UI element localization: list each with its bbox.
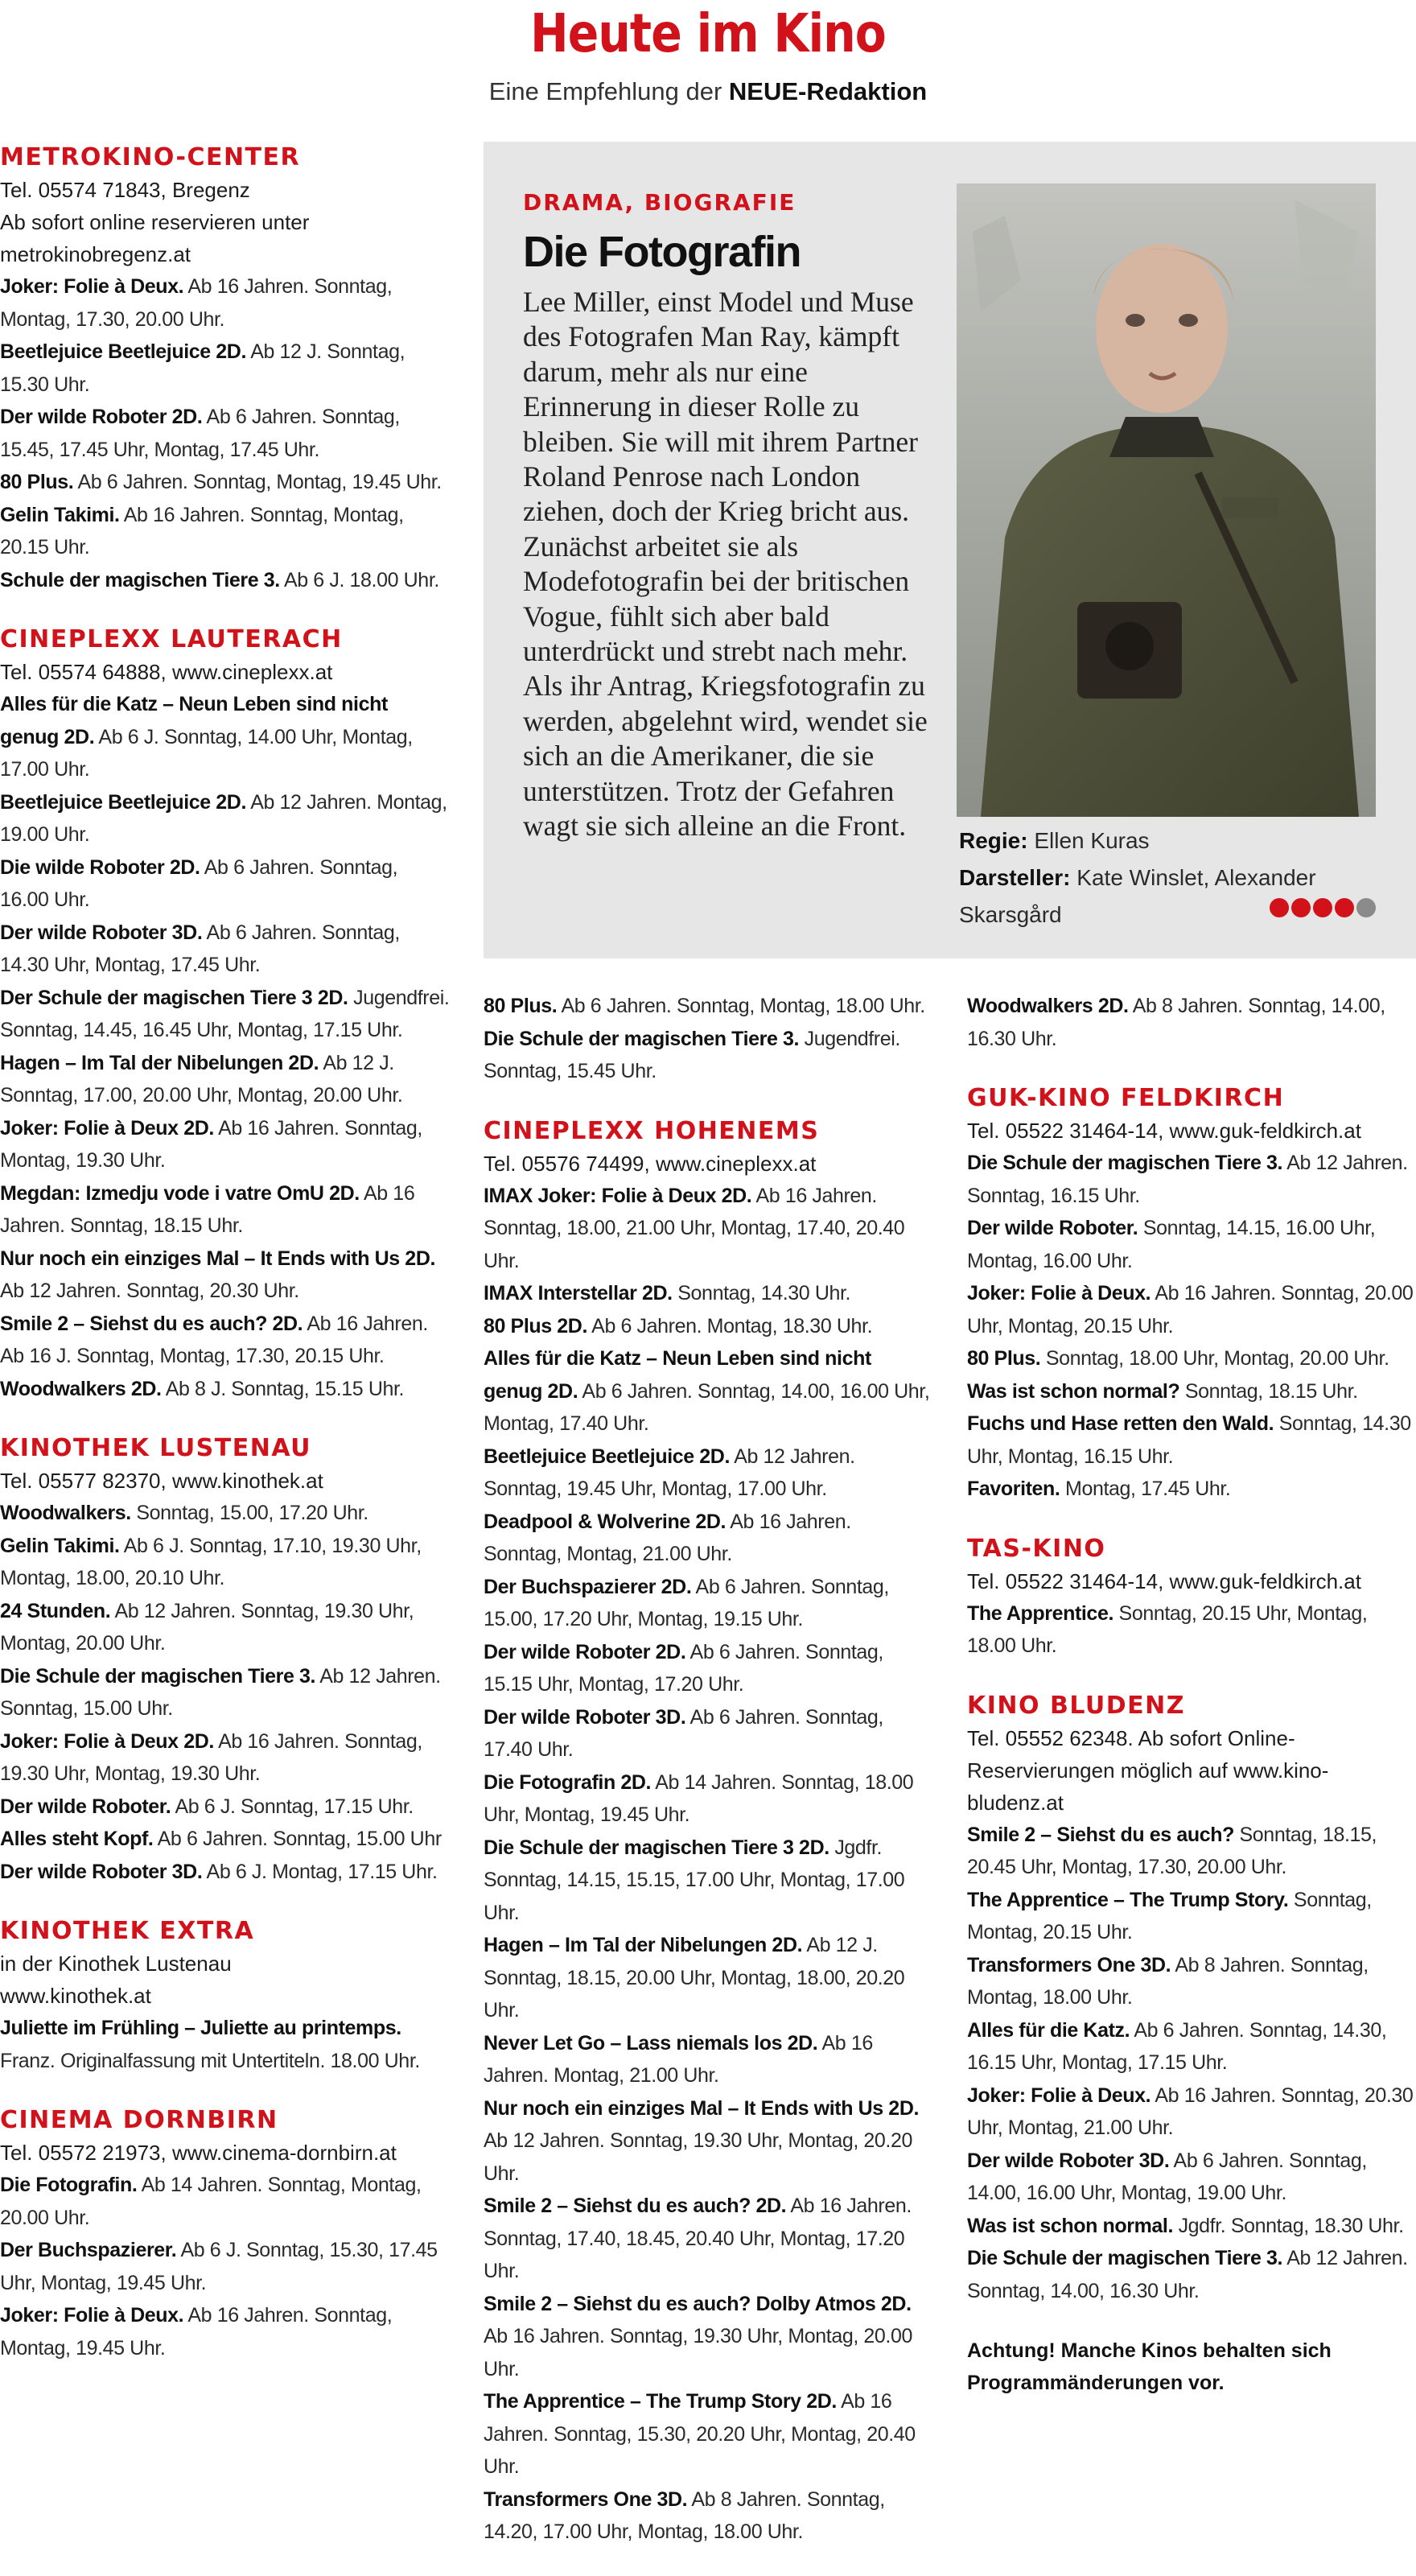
movie-title: Die Schule der magischen Tiere 3. xyxy=(484,1027,800,1050)
showtime-entry xyxy=(484,1310,932,1343)
movie-title: Beetlejuice Beetlejuice 2D. xyxy=(484,1445,731,1468)
showtime-details: Ab 6 Jahren. Sonntag, 16.00 Uhr. xyxy=(0,855,398,911)
showtime-entry xyxy=(0,2169,451,2234)
showtime-details: Ab 16 Jahren. Sonntag, 18.15 Uhr. xyxy=(0,1181,415,1237)
showtime-entry xyxy=(484,990,932,1023)
showtime-details: Ab 16 Jahren. Sonntag, 18.00, 21.00 Uhr, Montag, 17.40, 20.40 Uhr. xyxy=(484,1184,905,1272)
movie-title: Der wilde Roboter 3D. xyxy=(0,921,203,944)
showtime-entry xyxy=(0,2299,451,2364)
showtime-details: Ab 16 Jahren. Sonntag, 19.30 Uhr, Montag, 19.30 Uhr. xyxy=(0,1729,422,1785)
movie-title: Woodwalkers 2D. xyxy=(0,1377,162,1400)
movie-title: Smile 2 – Siehst du es auch? 2D. xyxy=(484,2195,787,2217)
showtime-entry xyxy=(484,1636,932,1701)
movie-title: Der Buchspazierer 2D. xyxy=(484,1575,692,1598)
cinema-listing xyxy=(484,990,932,1088)
showtime-entry xyxy=(484,1832,932,1930)
movie-title: Die Schule der magischen Tiere 3. xyxy=(0,1664,316,1688)
showtime-details: Ab 6 J. Sonntag, 15.30, 17.45 Uhr, Montag, 19.45 Uhr. xyxy=(0,2239,438,2294)
showtime-details: Ab 16 Jahren. Sonntag, Montag, 19.30 Uhr. xyxy=(0,1116,422,1172)
showtime-details: Ab 12 Jahren. Montag, 19.00 Uhr. xyxy=(0,790,447,846)
showtime-entry xyxy=(967,1375,1416,1408)
movie-title: The Apprentice – The Trump Story 2D. xyxy=(484,2390,837,2413)
page-title: Heute im Kino xyxy=(530,2,886,64)
movie-title: Juliette im Frühling – Juliette au printemps. xyxy=(0,2017,401,2039)
middle-column xyxy=(484,990,932,2576)
rating-dot-filled xyxy=(1291,898,1311,917)
showtime-details: Ab 16 Jahren. Montag, 21.00 Uhr. xyxy=(484,2031,873,2087)
movie-title: Die Schule der magischen Tiere 3 2D. xyxy=(484,1836,829,1859)
movie-title: Was ist schon normal? xyxy=(967,1379,1180,1403)
movie-title: Fuchs und Hase retten den Wald. xyxy=(967,1412,1274,1435)
feature-description: Lee Miller, einst Model und Muse des Fotografen Man Ray, kämpft darum, mehr als nur eine Erinnerung in dieser Rolle zu bleiben. Sie will mit ihrem Partner Roland Penrose nach London ziehen, doch der Krieg bricht aus. Zunächst arbeitet sie als Modefotografin bei der britischen Vogue, fühlt sich aber bald unterdrückt und strebt nach mehr. Als ihr Antrag, Kriegsfotografin zu werden, abgelehnt wird, wendet sie sich an die Amerikaner, die sie unterstützen. Trotz der Gefahren wagt sie sich alleine an die Front. xyxy=(523,286,928,843)
movie-title: Der wilde Roboter. xyxy=(967,1217,1138,1239)
showtime-entry xyxy=(484,2385,932,2483)
showtime-details: Ab 16 Jahren. Sonntag, Montag, 20.15 Uhr. xyxy=(0,503,404,558)
showtime-entry xyxy=(0,1660,451,1725)
movie-title: Gelin Takimi. xyxy=(0,503,120,526)
showtime-details: Ab 12 Jahren. Sonntag, 19.30 Uhr, Montag, 20.00 Uhr. xyxy=(0,1599,414,1655)
cinema-listing xyxy=(0,1432,451,1888)
showtime-details: Ab 16 Jahren. Sonntag, 19.30 Uhr, Montag, 20.00 Uhr. xyxy=(484,2325,912,2380)
movie-title: Der wilde Roboter. xyxy=(0,1795,171,1818)
movie-title: 80 Plus. xyxy=(967,1347,1041,1370)
showtime-details: Montag, 17.45 Uhr. xyxy=(1065,1478,1231,1500)
showtime-details: Jugendfrei. Sonntag, 15.45 Uhr. xyxy=(484,1027,900,1082)
cinema-name: KINOTHEK LUSTENAU xyxy=(0,1434,312,1462)
cast-names: Kate Winslet, Alexander Skarsgård xyxy=(959,865,1316,927)
showtime-details: Ab 8 Jahren. Sonntag, 14.20, 17.00 Uhr, Montag, 18.00 Uhr. xyxy=(484,2487,885,2543)
showtime-entry xyxy=(0,851,451,917)
movie-title: Alles für die Katz – Neun Leben sind nicht genug 2D. xyxy=(0,693,388,748)
showtime-entry xyxy=(0,688,451,786)
showtime-details: Sonntag, 18.00 Uhr, Montag, 20.00 Uhr. xyxy=(1045,1347,1389,1370)
right-column xyxy=(967,990,1416,2399)
page-subtitle xyxy=(0,76,1416,108)
page-header xyxy=(0,0,1416,121)
showtime-entry xyxy=(484,1342,932,1440)
director-label: Regie: xyxy=(959,828,1028,853)
showtime-entry xyxy=(967,1819,1416,1884)
showtime-details: Franz. Originalfassung mit Untertiteln. 18.00 Uhr. xyxy=(0,2049,420,2072)
cinema-listing xyxy=(0,1915,451,2077)
movie-title: Der wilde Roboter 3D. xyxy=(484,1705,686,1729)
movie-title: Der wilde Roboter 3D. xyxy=(0,1860,203,1883)
showtime-details: Ab 6 J. 18.00 Uhr. xyxy=(283,568,439,591)
showtime-entry xyxy=(967,2014,1416,2079)
showtime-entry xyxy=(484,1571,932,1636)
cinema-listing xyxy=(967,1533,1416,1663)
movie-title: Was ist schon normal. xyxy=(967,2214,1174,2237)
showtime-details: Ab 16 Jahren. Sonntag, 15.30, 20.20 Uhr, Montag, 20.40 Uhr. xyxy=(484,2390,916,2478)
showtime-entry xyxy=(484,2027,932,2092)
showtime-entry xyxy=(0,1308,451,1373)
movie-title: 80 Plus. xyxy=(0,471,74,493)
feature-box xyxy=(484,142,1416,958)
cinema-name: CINEPLEXX HOHENEMS xyxy=(484,1116,820,1145)
program-change-note: Achtung! Manche Kinos behalten sich Programmänderungen vor. xyxy=(967,2339,1332,2394)
showtime-entry xyxy=(484,1701,932,1766)
showtime-entry xyxy=(967,990,1416,1055)
showtime-details: Ab 6 J. Montag, 17.15 Uhr. xyxy=(206,1860,438,1883)
movie-title: Beetlejuice Beetlejuice 2D. xyxy=(0,340,247,363)
movie-title: Die Schule der magischen Tiere 3. xyxy=(967,1152,1283,1174)
showtime-details: Sonntag, 20.15 Uhr, Montag, 18.00 Uhr. xyxy=(967,1601,1368,1657)
showtime-entry xyxy=(0,564,451,597)
cinema-listing xyxy=(967,990,1416,1055)
showtime-details: Jugendfrei. Sonntag, 14.45, 16.45 Uhr, Montag, 17.15 Uhr. xyxy=(0,986,450,1041)
cinema-listing xyxy=(484,1115,932,2549)
showtime-entry xyxy=(0,786,451,851)
showtime-details: Sonntag, 18.15 Uhr. xyxy=(1184,1379,1358,1403)
showtime-entry xyxy=(0,1856,451,1889)
showtime-details: Ab 6 J. Sonntag, 17.15 Uhr. xyxy=(175,1795,414,1818)
showtime-entry xyxy=(0,1497,451,1530)
cinema-info: Tel. 05522 31464-14, www.guk-feldkirch.at xyxy=(967,1568,1361,1593)
showtime-entry xyxy=(0,336,451,401)
showtime-entry xyxy=(967,1277,1416,1342)
showtime-entry xyxy=(484,1277,932,1310)
showtime-details: Ab 6 Jahren. Sonntag, 15.15 Uhr, Montag, 17.20 Uhr. xyxy=(484,1640,883,1696)
showtime-entry xyxy=(484,2092,932,2191)
cinema-name: CINEMA DORNBIRN xyxy=(0,2106,278,2134)
showtime-entry xyxy=(967,1884,1416,1949)
showtime-details: Ab 12 Jahren. Sonntag, 15.00 Uhr. xyxy=(0,1664,441,1720)
actress-photo-illustration xyxy=(957,183,1376,817)
showtime-details: Ab 12 Jahren. Sonntag, 14.00, 16.30 Uhr. xyxy=(967,2247,1408,2302)
movie-title: Joker: Folie à Deux 2D. xyxy=(0,1116,214,1140)
subtitle-prefix: Eine Empfehlung der xyxy=(488,77,729,105)
showtime-details: Ab 12 J. Sonntag, 18.15, 20.00 Uhr, Montag, 18.00, 20.20 Uhr. xyxy=(484,1934,905,2022)
movie-title: Die wilde Roboter 2D. xyxy=(0,855,200,879)
showtime-entry xyxy=(0,1725,451,1791)
showtime-details: Ab 6 Jahren. Sonntag, 15.00 Uhr xyxy=(157,1828,442,1850)
movie-title: Der Buchspazierer. xyxy=(0,2239,177,2261)
showtime-details: Ab 6 J. Sonntag, 14.00 Uhr, Montag, 17.00 Uhr. xyxy=(0,725,413,781)
showtime-entry xyxy=(0,917,451,982)
movie-title: Hagen – Im Tal der Nibelungen 2D. xyxy=(484,1934,803,1956)
rating-dot-filled xyxy=(1313,898,1332,917)
cast-line xyxy=(959,859,1393,934)
showtime-details: Ab 16 Jahren. Sonntag, Montag, 19.45 Uhr. xyxy=(0,2304,393,2360)
showtime-details: Ab 12 Jahren. Sonntag, 16.15 Uhr. xyxy=(967,1152,1408,1207)
movie-title: Hagen – Im Tal der Nibelungen 2D. xyxy=(0,1051,319,1074)
movie-title: Schule der magischen Tiere 3. xyxy=(0,568,280,591)
showtime-details: Ab 12 J. Sonntag, 15.30 Uhr. xyxy=(0,340,405,396)
showtime-details: Ab 8 Jahren. Sonntag, Montag, 18.00 Uhr. xyxy=(967,1953,1369,2009)
director-name: Ellen Kuras xyxy=(1034,828,1150,853)
movie-title: Der wilde Roboter 3D. xyxy=(967,2149,1170,2172)
movie-title: The Apprentice. xyxy=(967,1601,1113,1625)
movie-title: Gelin Takimi. xyxy=(0,1534,120,1557)
subtitle-brand: NEUE-Redaktion xyxy=(728,77,928,105)
showtime-details: Ab 8 J. Sonntag, 15.15 Uhr. xyxy=(165,1377,405,1400)
cinema-info: Ab sofort online reservieren unter xyxy=(0,210,310,234)
feature-title: Die Fotografin xyxy=(523,228,801,276)
movie-title: Joker: Folie à Deux. xyxy=(0,275,184,298)
movie-title: IMAX Joker: Folie à Deux 2D. xyxy=(484,1184,752,1207)
showtime-details: Ab 14 Jahren. Sonntag, Montag, 20.00 Uhr. xyxy=(0,2174,422,2229)
showtime-entry xyxy=(0,1243,451,1308)
showtime-details: Sonntag, 18.15, 20.45 Uhr, Montag, 17.30, 20.00 Uhr. xyxy=(967,1823,1377,1878)
movie-title: 80 Plus 2D. xyxy=(484,1314,587,1337)
showtime-entry xyxy=(484,1440,932,1506)
showtime-entry xyxy=(484,2483,932,2549)
showtime-entry xyxy=(0,1595,451,1660)
showtime-entry xyxy=(967,1212,1416,1277)
showtime-details: Sonntag, 15.00, 17.20 Uhr. xyxy=(136,1502,368,1524)
showtime-details: Ab 6 Jahren. Sonntag, 14.30 Uhr, Montag, 17.45 Uhr. xyxy=(0,921,400,976)
showtime-details: Ab 12 J. Sonntag, 17.00, 20.00 Uhr, Montag, 20.00 Uhr. xyxy=(0,1051,403,1107)
showtime-entry xyxy=(967,2242,1416,2307)
showtime-details: Ab 16 Jahren. Sonntag, Montag, 17.30, 20.00 Uhr. xyxy=(0,275,393,331)
showtime-entry xyxy=(967,1342,1416,1375)
showtime-details: Jgdfr. Sonntag, 18.30 Uhr. xyxy=(1178,2214,1404,2237)
showtime-details: Jgdfr. Sonntag, 14.15, 15.15, 17.00 Uhr, Montag, 17.00 Uhr. xyxy=(484,1836,905,1924)
showtime-details: Ab 6 Jahren. Sonntag, 14.00, 16.00 Uhr, Montag, 19.00 Uhr. xyxy=(967,2149,1367,2204)
movie-title: The Apprentice – The Trump Story. xyxy=(967,1888,1289,1911)
showtime-details: Ab 14 Jahren. Sonntag, 18.00 Uhr, Montag, 19.45 Uhr. xyxy=(484,1770,914,1826)
cinema-name: METROKINO-CENTER xyxy=(0,143,301,171)
showtime-entry xyxy=(484,1180,932,1278)
movie-title: Der Schule der magischen Tiere 3 2D. xyxy=(0,986,348,1009)
showtime-entry xyxy=(0,2234,451,2299)
movie-title: 80 Plus. xyxy=(484,995,558,1017)
showtime-details: Ab 6 Jahren. Sonntag, 14.00, 16.00 Uhr, Montag, 17.40 Uhr. xyxy=(484,1379,930,1435)
cinema-name: CINEPLEXX LAUTERACH xyxy=(0,625,343,653)
movie-title: Never Let Go – Lass niemals los 2D. xyxy=(484,2031,818,2055)
showtime-entry xyxy=(0,1047,451,1112)
movie-title: Alles für die Katz. xyxy=(967,2018,1130,2042)
showtime-details: Ab 6 Jahren. Sonntag, 15.00, 17.20 Uhr, Montag, 19.15 Uhr. xyxy=(484,1575,889,1630)
showtime-entry xyxy=(967,2079,1416,2145)
cinema-info: Tel. 05572 21973, www.cinema-dornbirn.at xyxy=(0,2141,397,2165)
feature-genre: DRAMA, BIOGRAFIE xyxy=(523,189,796,216)
showtime-details: Ab 16 Jahren. Sonntag, 20.30 Uhr, Montag, 21.00 Uhr. xyxy=(967,2083,1414,2139)
movie-title: Joker: Folie à Deux 2D. xyxy=(0,1729,214,1753)
director-line xyxy=(959,822,1393,859)
cinema-info: Tel. 05577 82370, www.kinothek.at xyxy=(0,1469,323,1493)
showtime-entry xyxy=(484,2190,932,2288)
showtime-details: Ab 6 J. Sonntag, 17.10, 19.30 Uhr, Montag, 18.00, 20.10 Uhr. xyxy=(0,1534,422,1589)
showtime-entry xyxy=(0,1530,451,1595)
movie-title: Der wilde Roboter 2D. xyxy=(0,406,203,428)
showtime-details: Ab 6 Jahren. Sonntag, Montag, 19.45 Uhr. xyxy=(77,471,442,493)
cast-label: Darsteller: xyxy=(959,865,1071,890)
showtime-entry xyxy=(0,1791,451,1824)
showtime-details: Ab 16 Jahren. Sonntag, 20.00 Uhr, Montag, 20.15 Uhr. xyxy=(967,1282,1414,1337)
showtime-entry xyxy=(484,1023,932,1088)
movie-title: Smile 2 – Siehst du es auch? Dolby Atmos 2D. xyxy=(484,2292,912,2315)
showtime-details: Ab 12 Jahren. Sonntag, 19.30 Uhr, Montag, 20.20 Uhr. xyxy=(484,2129,912,2185)
movie-title: Megdan: Izmedju vode i vatre OmU 2D. xyxy=(0,1181,360,1205)
cinema-name: KINO BLUDENZ xyxy=(967,1691,1185,1720)
showtime-entry xyxy=(0,1177,451,1243)
left-column xyxy=(0,142,451,2392)
rating-dot-filled xyxy=(1270,898,1289,917)
cinema-info: Tel. 05552 62348. Ab sofort Online-Reservierungen möglich auf www.kino-bludenz.at xyxy=(967,1725,1329,1815)
showtime-details: Sonntag, 14.30 Uhr. xyxy=(677,1282,851,1304)
cinema-listing xyxy=(0,2104,451,2364)
cinema-info: in der Kinothek Lustenau xyxy=(0,1952,232,1976)
cinema-info: Tel. 05574 64888, www.cineplexx.at xyxy=(0,660,333,684)
showtime-details: Ab 6 Jahren. Sonntag, Montag, 18.00 Uhr. xyxy=(561,995,925,1017)
showtime-entry xyxy=(0,466,451,499)
cinema-info: Tel. 05576 74499, www.cineplexx.at xyxy=(484,1151,817,1176)
showtime-entry xyxy=(0,270,451,336)
showtime-details: Ab 12 Jahren. Sonntag, 20.30 Uhr. xyxy=(0,1280,299,1302)
movie-title: Alles steht Kopf. xyxy=(0,1828,154,1850)
showtime-details: Ab 6 Jahren. Montag, 18.30 Uhr. xyxy=(591,1314,873,1337)
movie-title: Joker: Folie à Deux. xyxy=(967,2083,1151,2107)
movie-title: Alles für die Katz – Neun Leben sind nicht genug 2D. xyxy=(484,1347,871,1403)
showtime-entry xyxy=(967,2210,1416,2243)
cinema-name: TAS-KINO xyxy=(967,1534,1106,1563)
movie-title: Favoriten. xyxy=(967,1478,1060,1500)
showtime-entry xyxy=(967,1408,1416,1473)
cinema-listing xyxy=(967,1082,1416,1506)
showtime-entry xyxy=(0,1373,451,1406)
cinema-listing xyxy=(0,624,451,1405)
movie-title: Die Fotografin 2D. xyxy=(484,1770,652,1794)
movie-title: Beetlejuice Beetlejuice 2D. xyxy=(0,790,247,814)
right-column-listings xyxy=(967,990,1416,2307)
showtime-details: Ab 8 Jahren. Sonntag, 14.00, 16.30 Uhr. xyxy=(967,995,1385,1050)
movie-title: IMAX Interstellar 2D. xyxy=(484,1282,673,1304)
movie-title: Joker: Folie à Deux. xyxy=(0,2304,184,2327)
cinema-info: Tel. 05522 31464-14, www.guk-feldkirch.at xyxy=(967,1119,1361,1143)
cinema-info: metrokinobregenz.at xyxy=(0,242,191,266)
showtime-entry xyxy=(967,1147,1416,1212)
showtime-details: Ab 6 Jahren. Sonntag, 17.40 Uhr. xyxy=(484,1705,883,1761)
showtime-entry xyxy=(0,1823,451,1856)
showtime-details: Sonntag, 14.15, 16.00 Uhr, Montag, 16.00 Uhr. xyxy=(967,1217,1376,1272)
showtime-entry xyxy=(967,1949,1416,2014)
showtime-details: Sonntag, Montag, 20.15 Uhr. xyxy=(967,1888,1372,1943)
movie-title: Die Schule der magischen Tiere 3. xyxy=(967,2247,1283,2269)
movie-title: Transformers One 3D. xyxy=(484,2487,688,2511)
movie-title: Nur noch ein einziges Mal – It Ends with Us 2D. xyxy=(484,2096,920,2120)
showtime-details: Sonntag, 14.30 Uhr, Montag, 16.15 Uhr. xyxy=(967,1412,1411,1468)
movie-title: Woodwalkers. xyxy=(0,1502,131,1524)
movie-title: Joker: Folie à Deux. xyxy=(967,1282,1151,1304)
showtime-entry xyxy=(484,1929,932,2027)
movie-title: Nur noch ein einziges Mal – It Ends with Us 2D. xyxy=(0,1247,436,1270)
showtime-entry xyxy=(0,982,451,1047)
cinema-listing xyxy=(967,1690,1416,2308)
movie-title: Smile 2 – Siehst du es auch? 2D. xyxy=(0,1312,303,1335)
cinema-listing xyxy=(0,142,451,596)
showtime-details: Ab 6 Jahren. Sonntag, 15.45, 17.45 Uhr, Montag, 17.45 Uhr. xyxy=(0,406,400,461)
showtime-details: Ab 16 Jahren. Ab 16 J. Sonntag, Montag, 17.30, 20.15 Uhr. xyxy=(0,1312,428,1367)
showtime-details: Ab 16 Jahren. Sonntag, Montag, 21.00 Uhr. xyxy=(484,1510,851,1565)
showtime-entry xyxy=(484,2288,932,2386)
movie-title: Smile 2 – Siehst du es auch? xyxy=(967,1823,1234,1846)
showtime-entry xyxy=(967,1473,1416,1506)
showtime-entry xyxy=(0,401,451,466)
showtime-entry xyxy=(0,2012,451,2077)
showtime-details: Ab 12 Jahren. Sonntag, 19.45 Uhr, Montag, 17.00 Uhr. xyxy=(484,1445,855,1500)
movie-title: Der wilde Roboter 2D. xyxy=(484,1640,686,1663)
showtime-details: Ab 6 Jahren. Sonntag, 14.30, 16.15 Uhr, Montag, 17.15 Uhr. xyxy=(967,2018,1387,2074)
rating-dot-filled xyxy=(1335,898,1354,917)
showtime-entry xyxy=(484,1506,932,1571)
feature-photo xyxy=(957,183,1376,817)
showtime-entry xyxy=(967,2145,1416,2210)
movie-title: 24 Stunden. xyxy=(0,1599,111,1622)
rating-dot-empty xyxy=(1356,898,1376,917)
movie-title: Deadpool & Wolverine 2D. xyxy=(484,1510,727,1533)
showtime-entry xyxy=(0,499,451,564)
cinema-info: www.kinothek.at xyxy=(0,1984,151,2008)
cinema-name: KINOTHEK EXTRA xyxy=(0,1917,255,1945)
showtime-details: Ab 16 Jahren. Sonntag, 17.40, 18.45, 20.40 Uhr, Montag, 17.20 Uhr. xyxy=(484,2195,912,2282)
showtime-entry xyxy=(484,1766,932,1832)
rating-dots xyxy=(1270,898,1378,919)
showtime-entry xyxy=(0,1112,451,1177)
cinema-info: Tel. 05574 71843, Bregenz xyxy=(0,178,250,202)
movie-title: Die Fotografin. xyxy=(0,2174,138,2196)
showtime-entry xyxy=(967,1597,1416,1663)
movie-title: Woodwalkers 2D. xyxy=(967,995,1129,1017)
cinema-name: GUK-KINO FELDKIRCH xyxy=(967,1084,1285,1112)
movie-title: Transformers One 3D. xyxy=(967,1953,1171,1976)
